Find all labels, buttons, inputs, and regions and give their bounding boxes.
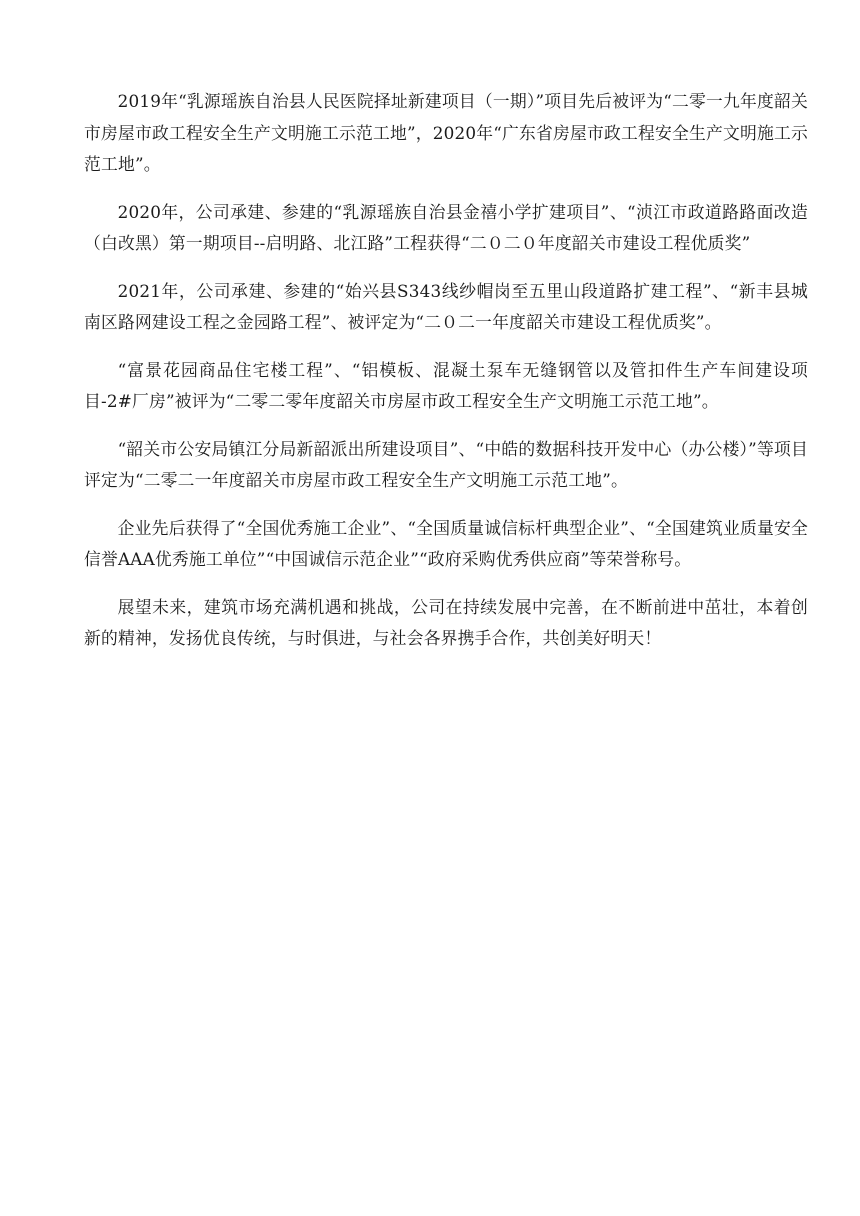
document-body bbox=[84, 86, 808, 671]
paragraph-police-station: “韶关市公安局镇江分局新韶派出所建设项目”、“中皓的数据科技开发中心（办公楼）”等项目评定为“二零二一年度韶关市房屋市政工程安全生产文明施工示范工地”。 bbox=[84, 438, 808, 490]
paragraph-2020-quality-award: 2020年，公司承建、参建的“乳源瑶族自治县金禧小学扩建项目”、“浈江市政道路路面改造（白改黑）第一期项目--启明路、北江路”工程获得“二０二０年度韶关市建设工程优质奖” bbox=[84, 201, 808, 253]
paragraph-2019-award: 2019年“乳源瑶族自治县人民医院择址新建项目（一期）”项目先后被评为“二零一九年度韶关市房屋市政工程安全生产文明施工示范工地”，2020年“广东省房屋市政工程安全生产文明施工示范工地”。 bbox=[84, 91, 808, 174]
paragraph-honors: 企业先后获得了“全国优秀施工企业”、“全国质量诚信标杆典型企业”、“全国建筑业质量安全信誉AAA优秀施工单位”“中国诚信示范企业”“政府采购优秀供应商”等荣誉称号。 bbox=[84, 517, 808, 569]
paragraph-2021-quality-award: 2021年，公司承建、参建的“始兴县S343线纱帽岗至五里山段道路扩建工程”、“新丰县城南区路网建设工程之金园路工程”、被评定为“二０二一年度韶关市建设工程优质奖”。 bbox=[84, 280, 808, 332]
paragraph-outlook: 展望未来，建筑市场充满机遇和挑战，公司在持续发展中完善，在不断前进中茁壮，本着创新的精神，发扬优良传统，与时俱进，与社会各界携手合作，共创美好明天！ bbox=[84, 596, 808, 648]
paragraph-fujing-garden: “富景花园商品住宅楼工程”、“铝模板、混凝土泵车无缝钢管以及管扣件生产车间建设项目-2#厂房”被评为“二零二零年度韶关市房屋市政工程安全生产文明施工示范工地”。 bbox=[84, 359, 808, 411]
